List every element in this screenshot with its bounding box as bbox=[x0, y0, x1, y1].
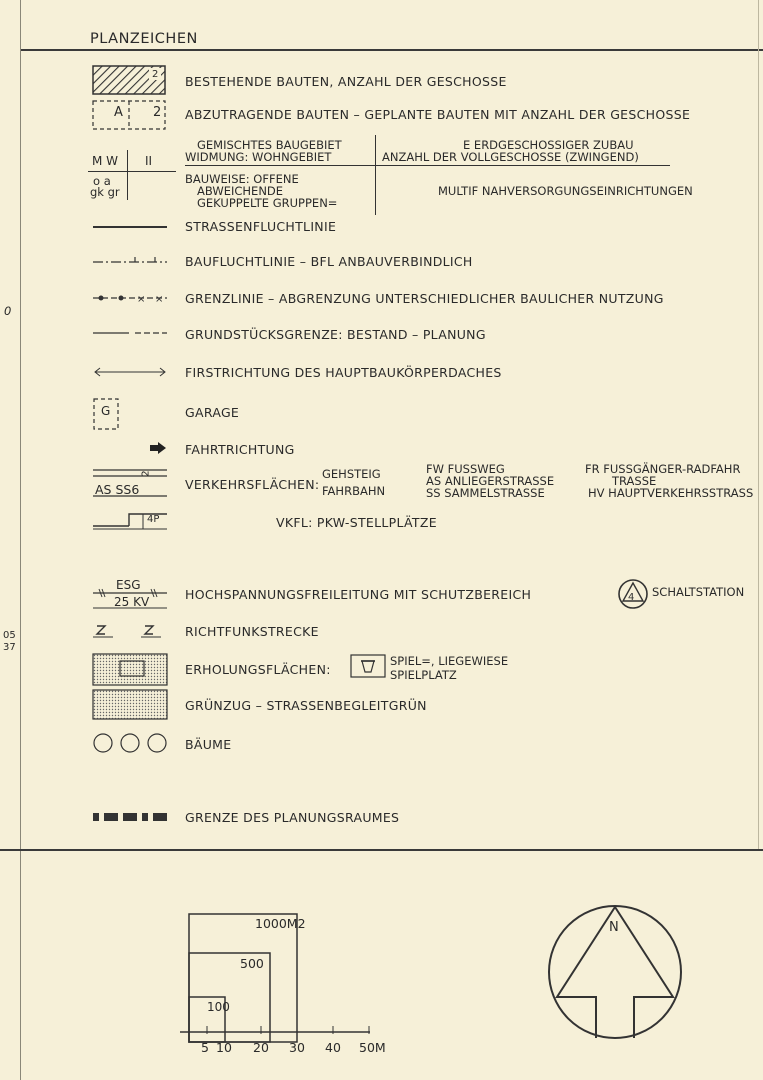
frame-left-line bbox=[20, 0, 21, 1080]
gehsteig-label: GEHSTEIG bbox=[322, 467, 381, 481]
esg-label: ESG bbox=[116, 578, 141, 592]
grundstueck-symbol bbox=[93, 330, 168, 336]
planungsraum-symbol bbox=[93, 812, 168, 822]
hv-label: HV HAUPTVERKEHRSSTRASS bbox=[588, 486, 754, 500]
bestehende-num: 2 bbox=[152, 69, 159, 80]
abzutragende-label: ABZUTRAGENDE BAUTEN – GEPLANTE BAUTEN MIT ANZAHL DER GESCHOSSE bbox=[185, 107, 691, 122]
grenzlinie-label: GRENZLINIE – ABGRENZUNG UNTERSCHIEDLICHER BAULICHER NUTZUNG bbox=[185, 291, 664, 306]
schaltstation-label: SCHALTSTATION bbox=[652, 585, 745, 599]
margin-mark-2: 05 bbox=[3, 630, 16, 641]
nutzung-underline bbox=[185, 165, 670, 166]
baufluchtlinie-label: BAUFLUCHTLINIE – BFL ANBAUVERBINDLICH bbox=[185, 254, 473, 269]
fahrbahn-label: FAHRBAHN bbox=[322, 484, 386, 498]
planungsraum-label: GRENZE DES PLANUNGSRAUMES bbox=[185, 810, 400, 825]
richtfunk-symbol bbox=[93, 622, 168, 638]
bauweise-2: ABWEICHENDE bbox=[197, 184, 284, 198]
svg-text:4: 4 bbox=[628, 592, 635, 603]
trasse-label: TRASSE bbox=[612, 474, 657, 488]
richtfunk-label: RICHTFUNKSTRECKE bbox=[185, 624, 319, 639]
scale-tick-30: 30 bbox=[289, 1040, 305, 1055]
bauweise-1: BAUWEISE: OFFENE bbox=[185, 172, 299, 186]
baufluchtlinie-symbol bbox=[93, 256, 168, 266]
schaltstation-icon bbox=[617, 578, 649, 610]
grundstueck-label: GRUNDSTÜCKSGRENZE: BESTAND – PLANUNG bbox=[185, 327, 486, 342]
firstrichtung-label: FIRSTRICHTUNG DES HAUPTBAUKÖRPERDACHES bbox=[185, 365, 502, 380]
fr-label: FR FUSSGÄNGER-RADFAHR bbox=[585, 462, 741, 476]
scale-tick-20: 20 bbox=[253, 1040, 269, 1055]
scale-tick-10: 10 bbox=[216, 1040, 232, 1055]
as-label: AS ANLIEGERSTRASSE bbox=[426, 474, 555, 488]
grenzlinie-symbol bbox=[93, 293, 168, 303]
margin-mark-1: 0 bbox=[4, 304, 12, 318]
nutzung-line2-right: ANZAHL DER VOLLGESCHOSSE (ZWINGEND) bbox=[382, 150, 639, 164]
kv-label: 25 KV bbox=[114, 595, 150, 609]
north-label: N bbox=[609, 920, 619, 935]
header-rule bbox=[21, 49, 763, 51]
scale-tick-5: 5 bbox=[201, 1040, 209, 1055]
garage-label: GARAGE bbox=[185, 405, 240, 420]
nutzung-line1-right: E ERDGESCHOSSIGER ZUBAU bbox=[463, 138, 634, 152]
spielplatz-icon bbox=[350, 654, 386, 678]
abzutragende-a: A bbox=[114, 105, 123, 120]
nutzung-line2-left: WIDMUNG: WOHNGEBIET bbox=[185, 150, 332, 164]
spiel-2: SPIELPLATZ bbox=[390, 668, 457, 682]
tree-circles-icon bbox=[93, 733, 169, 755]
garage-code: G bbox=[101, 404, 111, 418]
scale-1000: 1000M2 bbox=[255, 916, 306, 931]
code-ii: II bbox=[145, 154, 153, 168]
nutzung-vline bbox=[127, 150, 128, 200]
scale-tick-50: 50M bbox=[359, 1040, 386, 1055]
multif-label: MULTIF NAHVERSORGUNGSEINRICHTUNGEN bbox=[438, 184, 693, 198]
bestehende-label: BESTEHENDE BAUTEN, ANZAHL DER GESCHOSSE bbox=[185, 74, 507, 89]
hochspannung-label: HOCHSPANNUNGSFREILEITUNG MIT SCHUTZBEREICH bbox=[185, 587, 532, 602]
stellplatz-symbol-text: 4P bbox=[147, 514, 160, 525]
code-mw: M W bbox=[92, 154, 119, 168]
svg-text:×: × bbox=[155, 294, 164, 305]
svg-text:×: × bbox=[137, 294, 146, 305]
codes-row1: o a bbox=[93, 174, 111, 188]
verkehr-symbol-num: 2 bbox=[140, 470, 152, 477]
bauweise-3: GEKUPPELTE GRUPPEN= bbox=[197, 196, 338, 210]
nutzung-line1-left: GEMISCHTES BAUGEBIET bbox=[197, 138, 342, 152]
fw-label: FW FUSSWEG bbox=[426, 462, 505, 476]
scale-100: 100 bbox=[207, 1000, 230, 1014]
margin-mark-3: 37 bbox=[3, 642, 16, 653]
fahrtrichtung-label: FAHRTRICHTUNG bbox=[185, 442, 295, 457]
double-arrow-icon bbox=[93, 366, 169, 378]
baeume-label: BÄUME bbox=[185, 737, 232, 752]
erholung-symbol bbox=[93, 654, 168, 686]
scale-tick-40: 40 bbox=[325, 1040, 341, 1055]
nutzung-divider bbox=[375, 135, 376, 215]
strassenflucht-symbol bbox=[93, 226, 167, 228]
footer-rule bbox=[0, 849, 763, 851]
verkehr-symbol-text: AS SS6 bbox=[95, 482, 140, 497]
gruenzug-symbol bbox=[93, 690, 168, 720]
erholung-label: ERHOLUNGSFLÄCHEN: bbox=[185, 662, 331, 677]
abzutragende-num: 2 bbox=[153, 105, 162, 120]
page-title: PLANZEICHEN bbox=[90, 31, 198, 47]
gruenzug-label: GRÜNZUG – STRASSENBEGLEITGRÜN bbox=[185, 698, 427, 713]
ss-label: SS SAMMELSTRASSE bbox=[426, 486, 545, 500]
spiel-1: SPIEL=, LIEGEWIESE bbox=[390, 654, 509, 668]
codes-row2: gk gr bbox=[90, 185, 120, 199]
strassenflucht-label: STRASSENFLUCHTLINIE bbox=[185, 219, 337, 234]
vkfl-label: VKFL: PKW-STELLPLÄTZE bbox=[276, 515, 437, 530]
verkehr-label: VERKEHRSFLÄCHEN: bbox=[185, 477, 320, 492]
nutzung-hline bbox=[88, 171, 176, 172]
fahrtrichtung-arrow-icon bbox=[150, 442, 166, 454]
right-border bbox=[758, 0, 759, 849]
scale-500: 500 bbox=[240, 956, 264, 971]
